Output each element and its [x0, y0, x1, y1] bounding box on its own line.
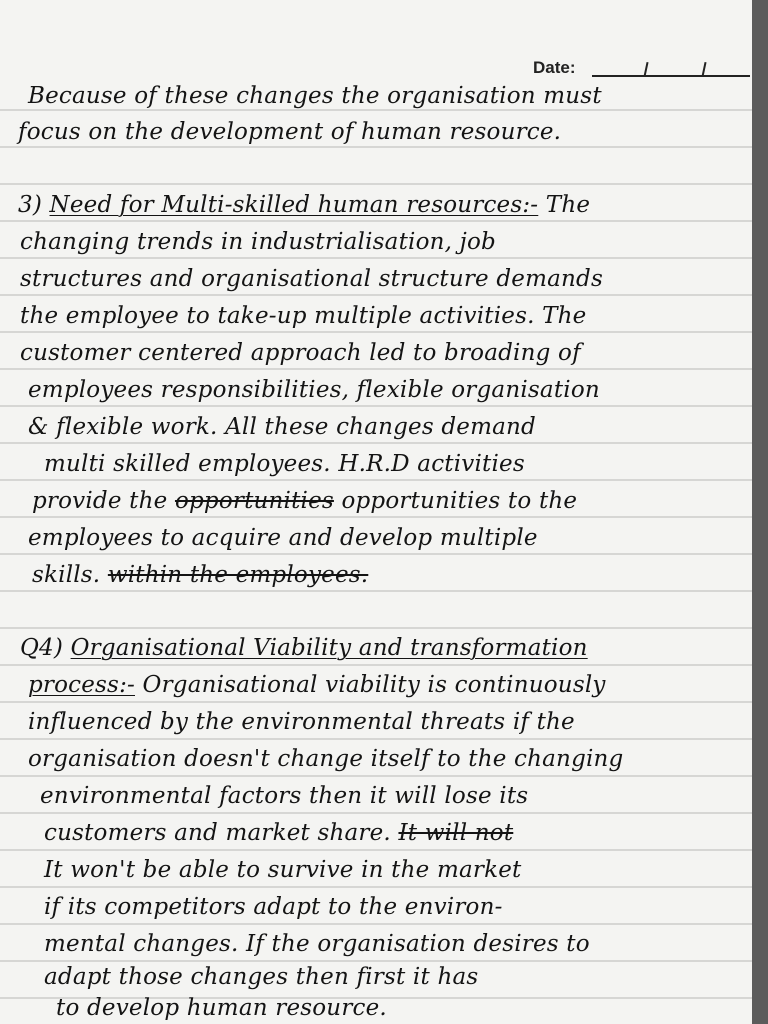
- text-line: to develop human resource.: [56, 995, 387, 1021]
- text-line: & flexible work. All these changes demand: [28, 414, 536, 440]
- text-fragment: The: [545, 192, 591, 218]
- text-line: customer centered approach led to broading of: [20, 340, 581, 366]
- text-line: the employee to take-up multiple activities. The: [20, 303, 587, 329]
- text-line: Because of these changes the organisation must: [28, 83, 602, 109]
- point-3-heading-line: [18, 192, 590, 218]
- struck-text: It will not: [398, 820, 514, 846]
- text-line: structures and organisational structure demands: [20, 266, 603, 292]
- point-4-heading-line: [20, 635, 588, 661]
- point-marker: 3): [18, 192, 43, 218]
- text-fragment: customers and market share.: [44, 820, 391, 846]
- text-line: employees to acquire and develop multiple: [28, 525, 538, 551]
- struck-text: opportunities: [174, 488, 334, 514]
- text-fragment: skills.: [32, 562, 101, 588]
- date-label: Date:: [533, 58, 576, 77]
- text-line: changing trends in industrialisation, job: [20, 229, 496, 255]
- text-line: mental changes. If the organisation desires to: [44, 931, 590, 957]
- point-marker: Q4): [20, 635, 64, 661]
- text-line: [32, 488, 577, 514]
- text-line: [32, 562, 368, 588]
- section-heading: Organisational Viability and transformation: [70, 635, 588, 661]
- text-line: influenced by the environmental threats if the: [28, 709, 575, 735]
- section-heading: process:-: [28, 672, 135, 698]
- text-line: adapt those changes then first it has: [44, 964, 479, 990]
- text-fragment: provide the: [32, 488, 168, 514]
- text-line: if its competitors adapt to the environ-: [44, 894, 503, 920]
- text-line: employees responsibilities, flexible organisation: [28, 377, 600, 403]
- text-line: focus on the development of human resource.: [18, 119, 562, 145]
- section-heading: Need for Multi-skilled human resources:-: [49, 192, 539, 218]
- text-line: [28, 672, 606, 698]
- text-line: It won't be able to survive in the market: [44, 857, 522, 883]
- text-fragment: opportunities to the: [341, 488, 578, 514]
- text-line: organisation doesn't change itself to the changing: [28, 746, 624, 772]
- text-fragment: Organisational viability is continuously: [142, 672, 606, 698]
- text-line: multi skilled employees. H.R.D activities: [44, 451, 525, 477]
- date-blank-line: [592, 75, 750, 77]
- struck-text: within the employees.: [107, 562, 369, 588]
- text-line: [44, 820, 513, 846]
- text-line: environmental factors then it will lose its: [40, 783, 529, 809]
